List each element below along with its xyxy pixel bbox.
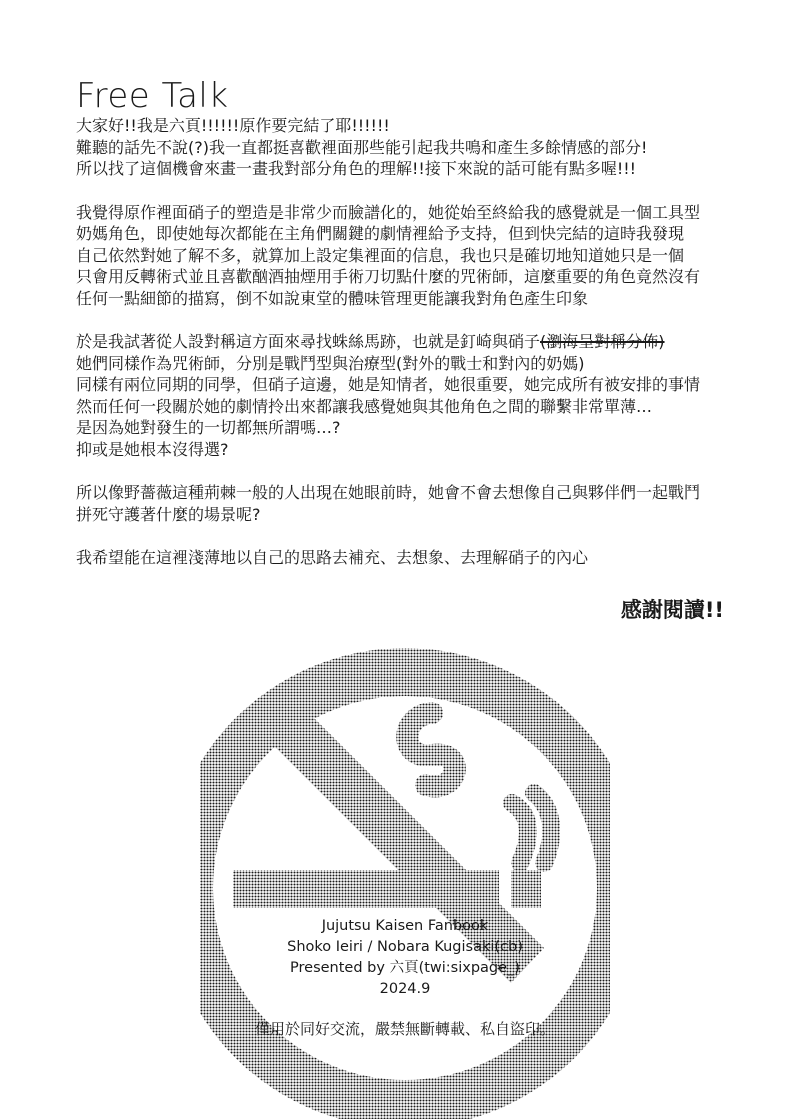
text-line: 任何一點細節的描寫，倒不如說東堂的體味管理更能讓我對角色產生印象 bbox=[76, 288, 589, 308]
text-line: 同樣有兩位同期的同學，但硝子這邊，她是知情者，她很重要，她完成所有被安排的事情 bbox=[76, 375, 701, 394]
text-line: 拼死守護著什麼的場景呢? bbox=[76, 504, 261, 524]
smoke-column-left bbox=[512, 803, 528, 863]
credit-series: Jujutsu Kaisen Fanbook bbox=[321, 918, 489, 934]
thanks-heading: 感謝閱讀!! bbox=[620, 598, 724, 622]
text-line: 所以找了這個機會來畫一畫我對部分角色的理解!!接下來說的話可能有點多喔!!! bbox=[76, 159, 637, 178]
free-talk-body bbox=[76, 115, 736, 591]
text-line: 難聽的話先不說(?)我一直都挺喜歡裡面那些能引起我共鳴和產生多餘情感的部分! bbox=[76, 137, 648, 157]
no-smoking-sign-icon bbox=[200, 625, 610, 1119]
text-line: 我希望能在這裡淺薄地以自己的思路去補充、去想象、去理解硝子的內心 bbox=[76, 548, 589, 567]
smoke-wisp bbox=[407, 713, 455, 786]
text-line: 她們同樣作為咒術師，分別是戰鬥型與治療型(對外的戰士和對內的奶媽) bbox=[76, 353, 585, 373]
text-line: 大家好!!我是六頁!!!!!!原作要完結了耶!!!!!! bbox=[76, 116, 390, 135]
fanbook-credits bbox=[200, 916, 610, 1000]
text-segment: 於是我試著從人設對稱這方面來尋找蛛絲馬跡，也就是釘崎與硝子 bbox=[76, 332, 541, 351]
paragraph-greeting bbox=[76, 115, 736, 180]
paragraph-character-analysis bbox=[76, 202, 736, 310]
text-line: 我覺得原作裡面硝子的塑造是非常少而臉譜化的，她從始至終給我的感覺就是一個工具型 bbox=[76, 202, 701, 222]
text-line: 是因為她對發生的一切都無所謂嗎…? bbox=[76, 418, 341, 437]
text-line: 然而任何一段關於她的劇情拎出來都讓我感覺她與其他角色之間的聯繫非常單薄… bbox=[76, 396, 653, 416]
cigarette-body bbox=[233, 870, 499, 908]
text-line: 所以像野薔薇這種荊棘一般的人出現在她眼前時，她會不會去想像自己與夥伴們一起戰鬥 bbox=[76, 483, 701, 502]
text-line: 抑或是她根本沒得選? bbox=[76, 439, 229, 459]
credit-characters: Shoko Ieiri / Nobara Kugisaki(cb) bbox=[287, 939, 523, 955]
text-line bbox=[76, 331, 736, 353]
text-line: 自己依然對她了解不多，就算加上設定集裡面的信息，我也只是確切地知道她只是一個 bbox=[76, 245, 685, 265]
struck-note: (瀏海呈對稱分佈) bbox=[540, 332, 665, 351]
page-title: Free Talk bbox=[76, 76, 229, 116]
cigarette-tip bbox=[511, 870, 541, 908]
paragraph-nobara bbox=[76, 482, 736, 525]
credit-author: Presented by 六頁(twi:sixpage_) bbox=[290, 960, 520, 976]
credit-date: 2024.9 bbox=[379, 981, 431, 997]
paragraph-closing bbox=[76, 547, 736, 569]
text-line: 只會用反轉術式並且喜歡酗酒抽煙用手術刀切點什麼的咒術師，這麼重要的角色竟然沒有 bbox=[76, 267, 701, 286]
text-line: 奶媽角色，即使她每次都能在主角們關鍵的劇情裡給予支持，但到快完結的這時我發現 bbox=[76, 224, 685, 243]
paragraph-symmetry bbox=[76, 331, 736, 460]
copyright-notice: 僅用於同好交流，嚴禁無斷轉載、私自盜印。 bbox=[254, 1020, 555, 1038]
